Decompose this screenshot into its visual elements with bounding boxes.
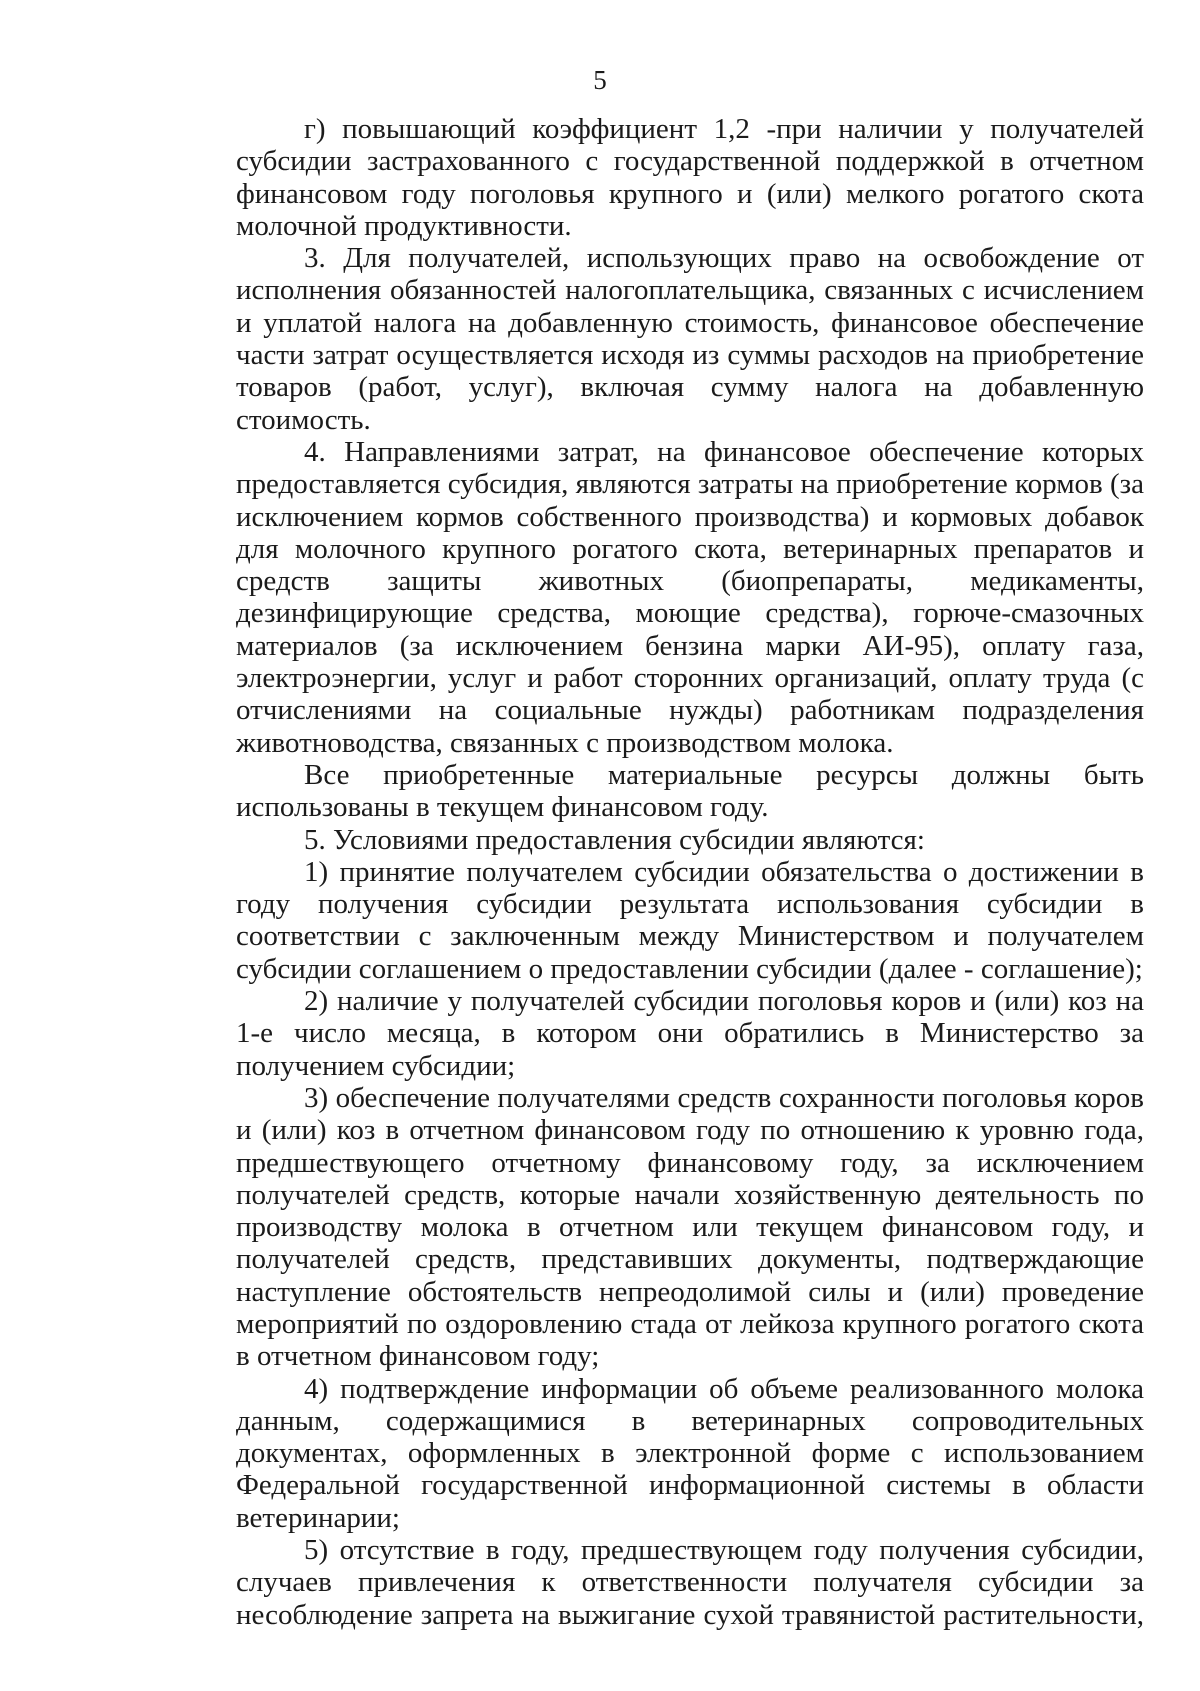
page-number: 5 — [593, 65, 607, 95]
paragraph-5-conditions: 5. Условиями предоставления субсидии являются: — [304, 823, 925, 856]
paragraph-3-vat: 3. Для получателей, использующих право на освобождение от исполнения обязанностей налогоплательщика, связанных с исчислением и уплатой налога на добавленную стоимость, финансовое обеспечение части затрат осуществляется исходя из суммы расходов на приобретение товаров (работ, услуг), включая сумму налога на добавленную стоимость. — [236, 242, 1144, 436]
condition-4-milk-confirmation: 4) подтверждение информации об объеме реализованного молока данным, содержащимися в ветеринарных сопроводительных документах, оформленных в электронной форме с использованием Федеральной государственной информационной системы в области ветеринарии; — [236, 1372, 1144, 1534]
paragraph-4-cost-directions: 4. Направлениями затрат, на финансовое обеспечение которых предоставляется субсидия, являются затраты на приобретение кормов (за исключением кормов собственного производства) и кормовых добавок для молочного крупного рогатого скота, ветеринарных препаратов и средств защиты животных (биопрепараты, медикаменты, дезинфицирующие средства, моющие средства), горюче-смазочных материалов (за исключением бензина марки АИ-95), оплату газа, электроэнергии, услуг и работ сторонних организаций, оплату труда (с отчислениями на социальные нужды) работникам подразделения животноводства, связанных с производством молока. — [236, 435, 1144, 759]
condition-3-preservation: 3) обеспечение получателями средств сохранности поголовья коров и (или) коз в отчетном финансовом году по отношению к уровню года, предшествующего отчетному финансовому году, за исключением получателей средств, которые начали хозяйственную деятельность по производству молока в отчетном или текущем финансовом году, и получателей средств, представивших документы, подтверждающие наступление обстоятельств непреодолимой силы и (или) проведение мероприятий по оздоровлению стада от лейкоза крупного рогатого скота в отчетном финансовом году; — [236, 1081, 1144, 1373]
condition-5-no-violations: 5) отсутствие в году, предшествующем году получения субсидии, случаев привлечения к ответственности получателя субсидии за несоблюдение запрета на выжигание сухой травянистой растительности, — [236, 1534, 1144, 1631]
paragraph-resources-usage: Все приобретенные материальные ресурсы должны быть использованы в текущем финансовом году. — [236, 758, 1144, 824]
condition-1-obligation: 1) принятие получателем субсидии обязательства о достижении в году получения субсидии результата использования субсидии в соответствии с заключенным между Министерством и получателем субсидии соглашением о предоставлении субсидии (далее - соглашение); — [236, 855, 1144, 985]
document-body — [236, 113, 1144, 1631]
paragraph-g-coefficient: г) повышающий коэффициент 1,2 -при наличии у получателей субсидии застрахованного с государственной поддержкой в отчетном финансовом году поголовья крупного и (или) мелкого рогатого скота молочной продуктивности. — [236, 113, 1144, 242]
condition-2-livestock: 2) наличие у получателей субсидии поголовья коров и (или) коз на 1-е число месяца, в котором они обратились в Министерство за получением субсидии; — [236, 985, 1144, 1082]
